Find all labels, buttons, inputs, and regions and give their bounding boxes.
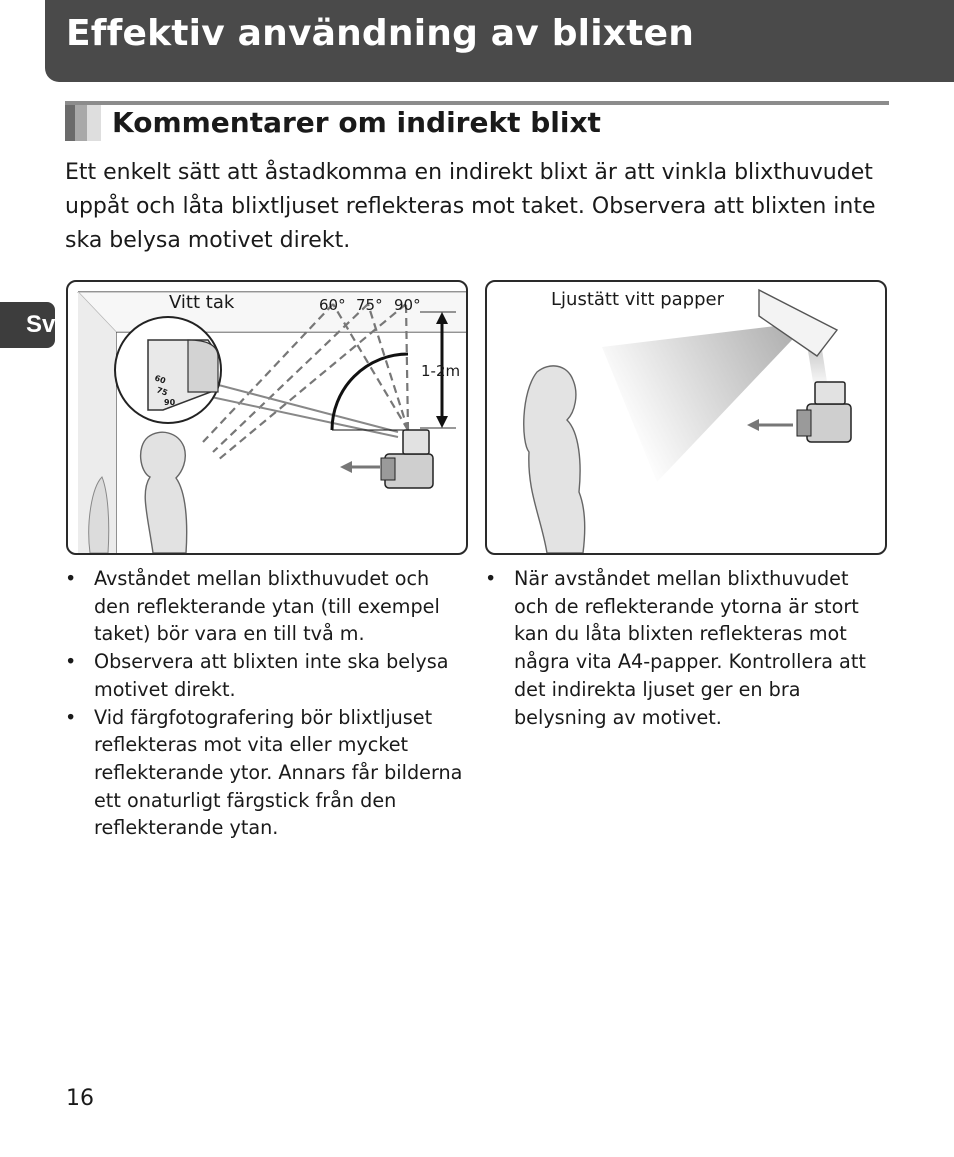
bullet-list-right [485, 565, 885, 731]
person [141, 432, 187, 553]
flash-unit [403, 430, 429, 454]
reflected-light [602, 322, 809, 482]
direction-arrow-head [340, 461, 352, 473]
section-heading: Kommentarer om indirekt blixt [112, 106, 601, 139]
language-tab [0, 302, 55, 348]
page-number: 16 [66, 1086, 94, 1111]
flash-unit [815, 382, 845, 404]
dial-label-60: 60 [153, 373, 167, 386]
list-item [485, 565, 885, 731]
list-item-text: Avståndet mellan blixthuvudet och den reflekterande ytan (till exempel taket) bör vara en till två m. [94, 567, 440, 646]
page-title: Effektiv användning av blixten [66, 13, 695, 54]
angle-label-90: 90° [394, 296, 421, 314]
height-arrow-bottom [436, 416, 448, 428]
intro-paragraph: Ett enkelt sätt att åstadkomma en indirekt blixt är att vinkla blixthuvudet uppåt och låta blixtljuset reflekteras mot taket. Observera att blixten inte ska belysa motivet direkt. [65, 160, 876, 253]
camera-lens [381, 458, 395, 480]
bullet-dot-icon: • [65, 650, 77, 674]
camera-lens [797, 410, 811, 436]
flash-head-detail-lamp [188, 340, 218, 392]
list-item [65, 648, 465, 703]
paper-label: Ljustätt vitt papper [551, 289, 725, 310]
language-tab-label: Sv [26, 311, 56, 338]
dial-label-90: 90 [164, 398, 176, 407]
angle-label-75: 75° [356, 296, 383, 314]
section-marker [65, 105, 101, 141]
ceiling-label: Vitt tak [169, 292, 235, 313]
list-item-text: Observera att blixten inte ska belysa motivet direkt. [94, 650, 449, 701]
bullet-dot-icon: • [65, 705, 77, 729]
list-item-text: När avståndet mellan blixthuvudet och de reflekterande ytorna är stort kan du låta blixten reflekteras mot några vita A4-papper. Kontrollera att det indirekta ljuset ger en bra belysning av motivet. [514, 567, 866, 729]
ceiling-bounce-illustration [66, 280, 468, 555]
list-item [65, 704, 465, 843]
dial-label-75: 75 [155, 385, 169, 398]
list-item-text: Vid färgfotografering bör blixtljuset reflekteras mot vita eller mycket reflekterande ytor. Annars får bilderna ett onaturligt färgstick från den reflekterande ytan. [94, 705, 463, 840]
paper-bounce-illustration [485, 280, 887, 555]
paper-bounce-drawing [487, 282, 885, 553]
bullet-dot-icon: • [65, 567, 77, 590]
subject-person [524, 366, 585, 553]
ceiling-bounce-drawing [68, 282, 466, 553]
direction-arrow-head [747, 419, 759, 431]
section-rule [65, 101, 889, 105]
camera-body [807, 404, 851, 442]
bullet-list-left [65, 565, 465, 842]
bullet-dot-icon: • [485, 567, 497, 590]
distance-label: 1-2m [421, 362, 461, 380]
angle-label-60: 60° [319, 296, 346, 314]
list-item [65, 565, 465, 648]
